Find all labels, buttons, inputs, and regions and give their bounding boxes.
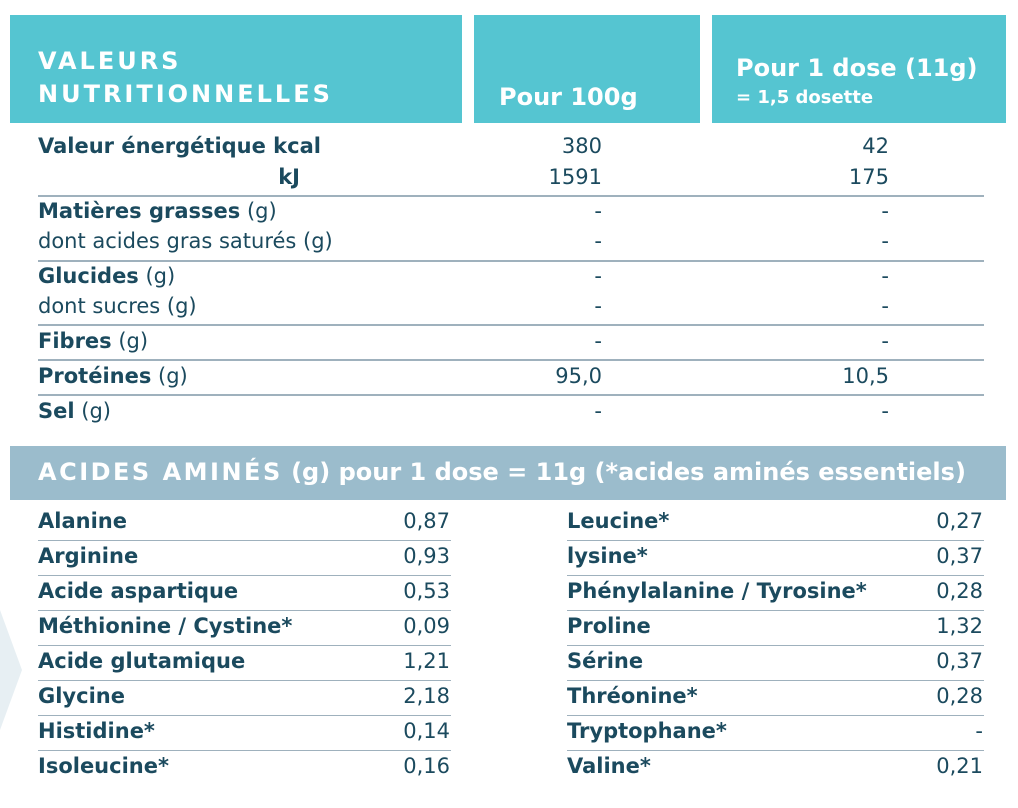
carbs-label-wrap — [38, 264, 175, 288]
amino-row — [567, 506, 984, 541]
amino-name: Leucine* — [567, 509, 670, 533]
amino-name: Arginine — [38, 544, 139, 568]
amino-name: Méthionine / Cystine* — [38, 614, 293, 638]
protein-label-wrap — [38, 364, 188, 388]
amino-value: 0,21 — [936, 754, 983, 778]
energy-kcal-100g: 380 — [561, 134, 602, 158]
row-carbs — [38, 264, 984, 292]
carbs-label: Glucides — [38, 264, 139, 288]
amino-name: Isoleucine* — [38, 754, 169, 778]
carbs-unit: (g) — [138, 264, 176, 288]
amino-value: 0,87 — [403, 509, 450, 533]
amino-row — [38, 611, 451, 646]
amino-value: 1,21 — [403, 649, 450, 673]
amino-row — [567, 541, 984, 576]
satfat-100g: - — [594, 229, 602, 253]
carbs-100g: - — [594, 264, 602, 288]
amino-name: Proline — [567, 614, 651, 638]
protein-100g: 95,0 — [555, 364, 602, 388]
header-title-text — [38, 45, 333, 111]
amino-value: 0,37 — [936, 649, 983, 673]
sugars-100g: - — [594, 294, 602, 318]
energy-label: Valeur énergétique kcal — [38, 134, 321, 158]
amino-name: Valine* — [567, 754, 651, 778]
fat-label: Matières grasses — [38, 199, 241, 223]
row-sugars — [38, 294, 984, 322]
amino-name: Alanine — [38, 509, 127, 533]
amino-row — [38, 751, 451, 786]
amino-row — [567, 576, 984, 611]
energy-kj-dose: 175 — [848, 165, 889, 189]
amino-acids-title-caps: ACIDES AMINÉS — [38, 458, 283, 486]
satfat-label: dont acides gras saturés (g) — [38, 229, 333, 253]
amino-row — [38, 506, 451, 541]
amino-acids-title — [38, 458, 966, 486]
amino-row — [38, 576, 451, 611]
amino-value: 1,32 — [936, 614, 983, 638]
salt-unit: (g) — [74, 399, 111, 423]
amino-value: 0,27 — [936, 509, 983, 533]
amino-row — [567, 751, 984, 786]
row-energy-kcal — [38, 134, 984, 162]
fibres-label-wrap — [38, 329, 148, 353]
kj-label: kJ — [278, 165, 300, 189]
row-salt — [38, 399, 984, 427]
amino-row — [567, 716, 984, 751]
fibres-100g: - — [594, 329, 602, 353]
amino-acids-header — [10, 446, 1006, 500]
row-energy-kj — [38, 165, 984, 193]
fibres-label: Fibres — [38, 329, 112, 353]
amino-name: Thréonine* — [567, 684, 698, 708]
amino-name: Histidine* — [38, 719, 155, 743]
chevron-decoration-icon — [0, 610, 22, 730]
salt-label: Sel — [38, 399, 75, 423]
amino-row — [38, 646, 451, 681]
amino-name: Acide aspartique — [38, 579, 239, 603]
protein-dose: 10,5 — [842, 364, 889, 388]
fibres-unit: (g) — [111, 329, 149, 353]
amino-value: 0,14 — [403, 719, 450, 743]
amino-name: Tryptophane* — [567, 719, 727, 743]
separator-line — [38, 359, 984, 361]
sugars-dose: - — [881, 294, 889, 318]
amino-row — [567, 611, 984, 646]
separator-line — [38, 195, 984, 197]
amino-value: 2,18 — [403, 684, 450, 708]
separator-line — [38, 324, 984, 326]
amino-value: 0,53 — [403, 579, 450, 603]
salt-dose: - — [881, 399, 889, 423]
column-header-dose-sublabel: = 1,5 dosette — [736, 87, 874, 108]
amino-row — [38, 541, 451, 576]
energy-kcal-dose: 42 — [862, 134, 889, 158]
row-protein — [38, 364, 984, 392]
amino-value: 0,93 — [403, 544, 450, 568]
protein-label: Protéines — [38, 364, 152, 388]
fat-100g: - — [594, 199, 602, 223]
fat-unit: (g) — [240, 199, 277, 223]
amino-name: Acide glutamique — [38, 649, 246, 673]
header-title-line1: VALEURS — [38, 47, 182, 75]
amino-name: Glycine — [38, 684, 125, 708]
amino-row — [38, 716, 451, 751]
energy-kj-100g: 1591 — [548, 165, 602, 189]
sugars-label: dont sucres (g) — [38, 294, 197, 318]
amino-name: Phénylalanine / Tyrosine* — [567, 579, 867, 603]
row-fibres — [38, 329, 984, 357]
amino-name: lysine* — [567, 544, 648, 568]
separator-line — [38, 394, 984, 396]
carbs-dose: - — [881, 264, 889, 288]
column-header-100g-label: Pour 100g — [499, 83, 638, 111]
satfat-dose: - — [881, 229, 889, 253]
amino-row — [38, 681, 451, 716]
fat-label-wrap — [38, 199, 277, 223]
row-fat — [38, 199, 984, 227]
separator-line — [38, 260, 984, 262]
fibres-dose: - — [881, 329, 889, 353]
header-title-line2: NUTRITIONNELLES — [38, 80, 333, 108]
protein-unit: (g) — [151, 364, 188, 388]
amino-row — [567, 681, 984, 716]
amino-value: 0,09 — [403, 614, 450, 638]
salt-label-wrap — [38, 399, 111, 423]
column-header-dose — [712, 15, 1006, 123]
column-header-dose-label: Pour 1 dose (11g) — [736, 54, 978, 82]
salt-100g: - — [594, 399, 602, 423]
row-saturated-fat — [38, 229, 984, 257]
amino-value: 0,37 — [936, 544, 983, 568]
fat-dose: - — [881, 199, 889, 223]
amino-value: 0,28 — [936, 579, 983, 603]
amino-value: 0,16 — [403, 754, 450, 778]
amino-value: 0,28 — [936, 684, 983, 708]
amino-name: Sérine — [567, 649, 644, 673]
amino-row — [567, 646, 984, 681]
amino-acids-title-rest: (g) pour 1 dose = 11g (*acides aminés essentiels) — [282, 458, 966, 486]
nutrition-header-title — [10, 15, 462, 123]
amino-value: - — [975, 719, 983, 743]
column-header-100g — [474, 15, 700, 123]
